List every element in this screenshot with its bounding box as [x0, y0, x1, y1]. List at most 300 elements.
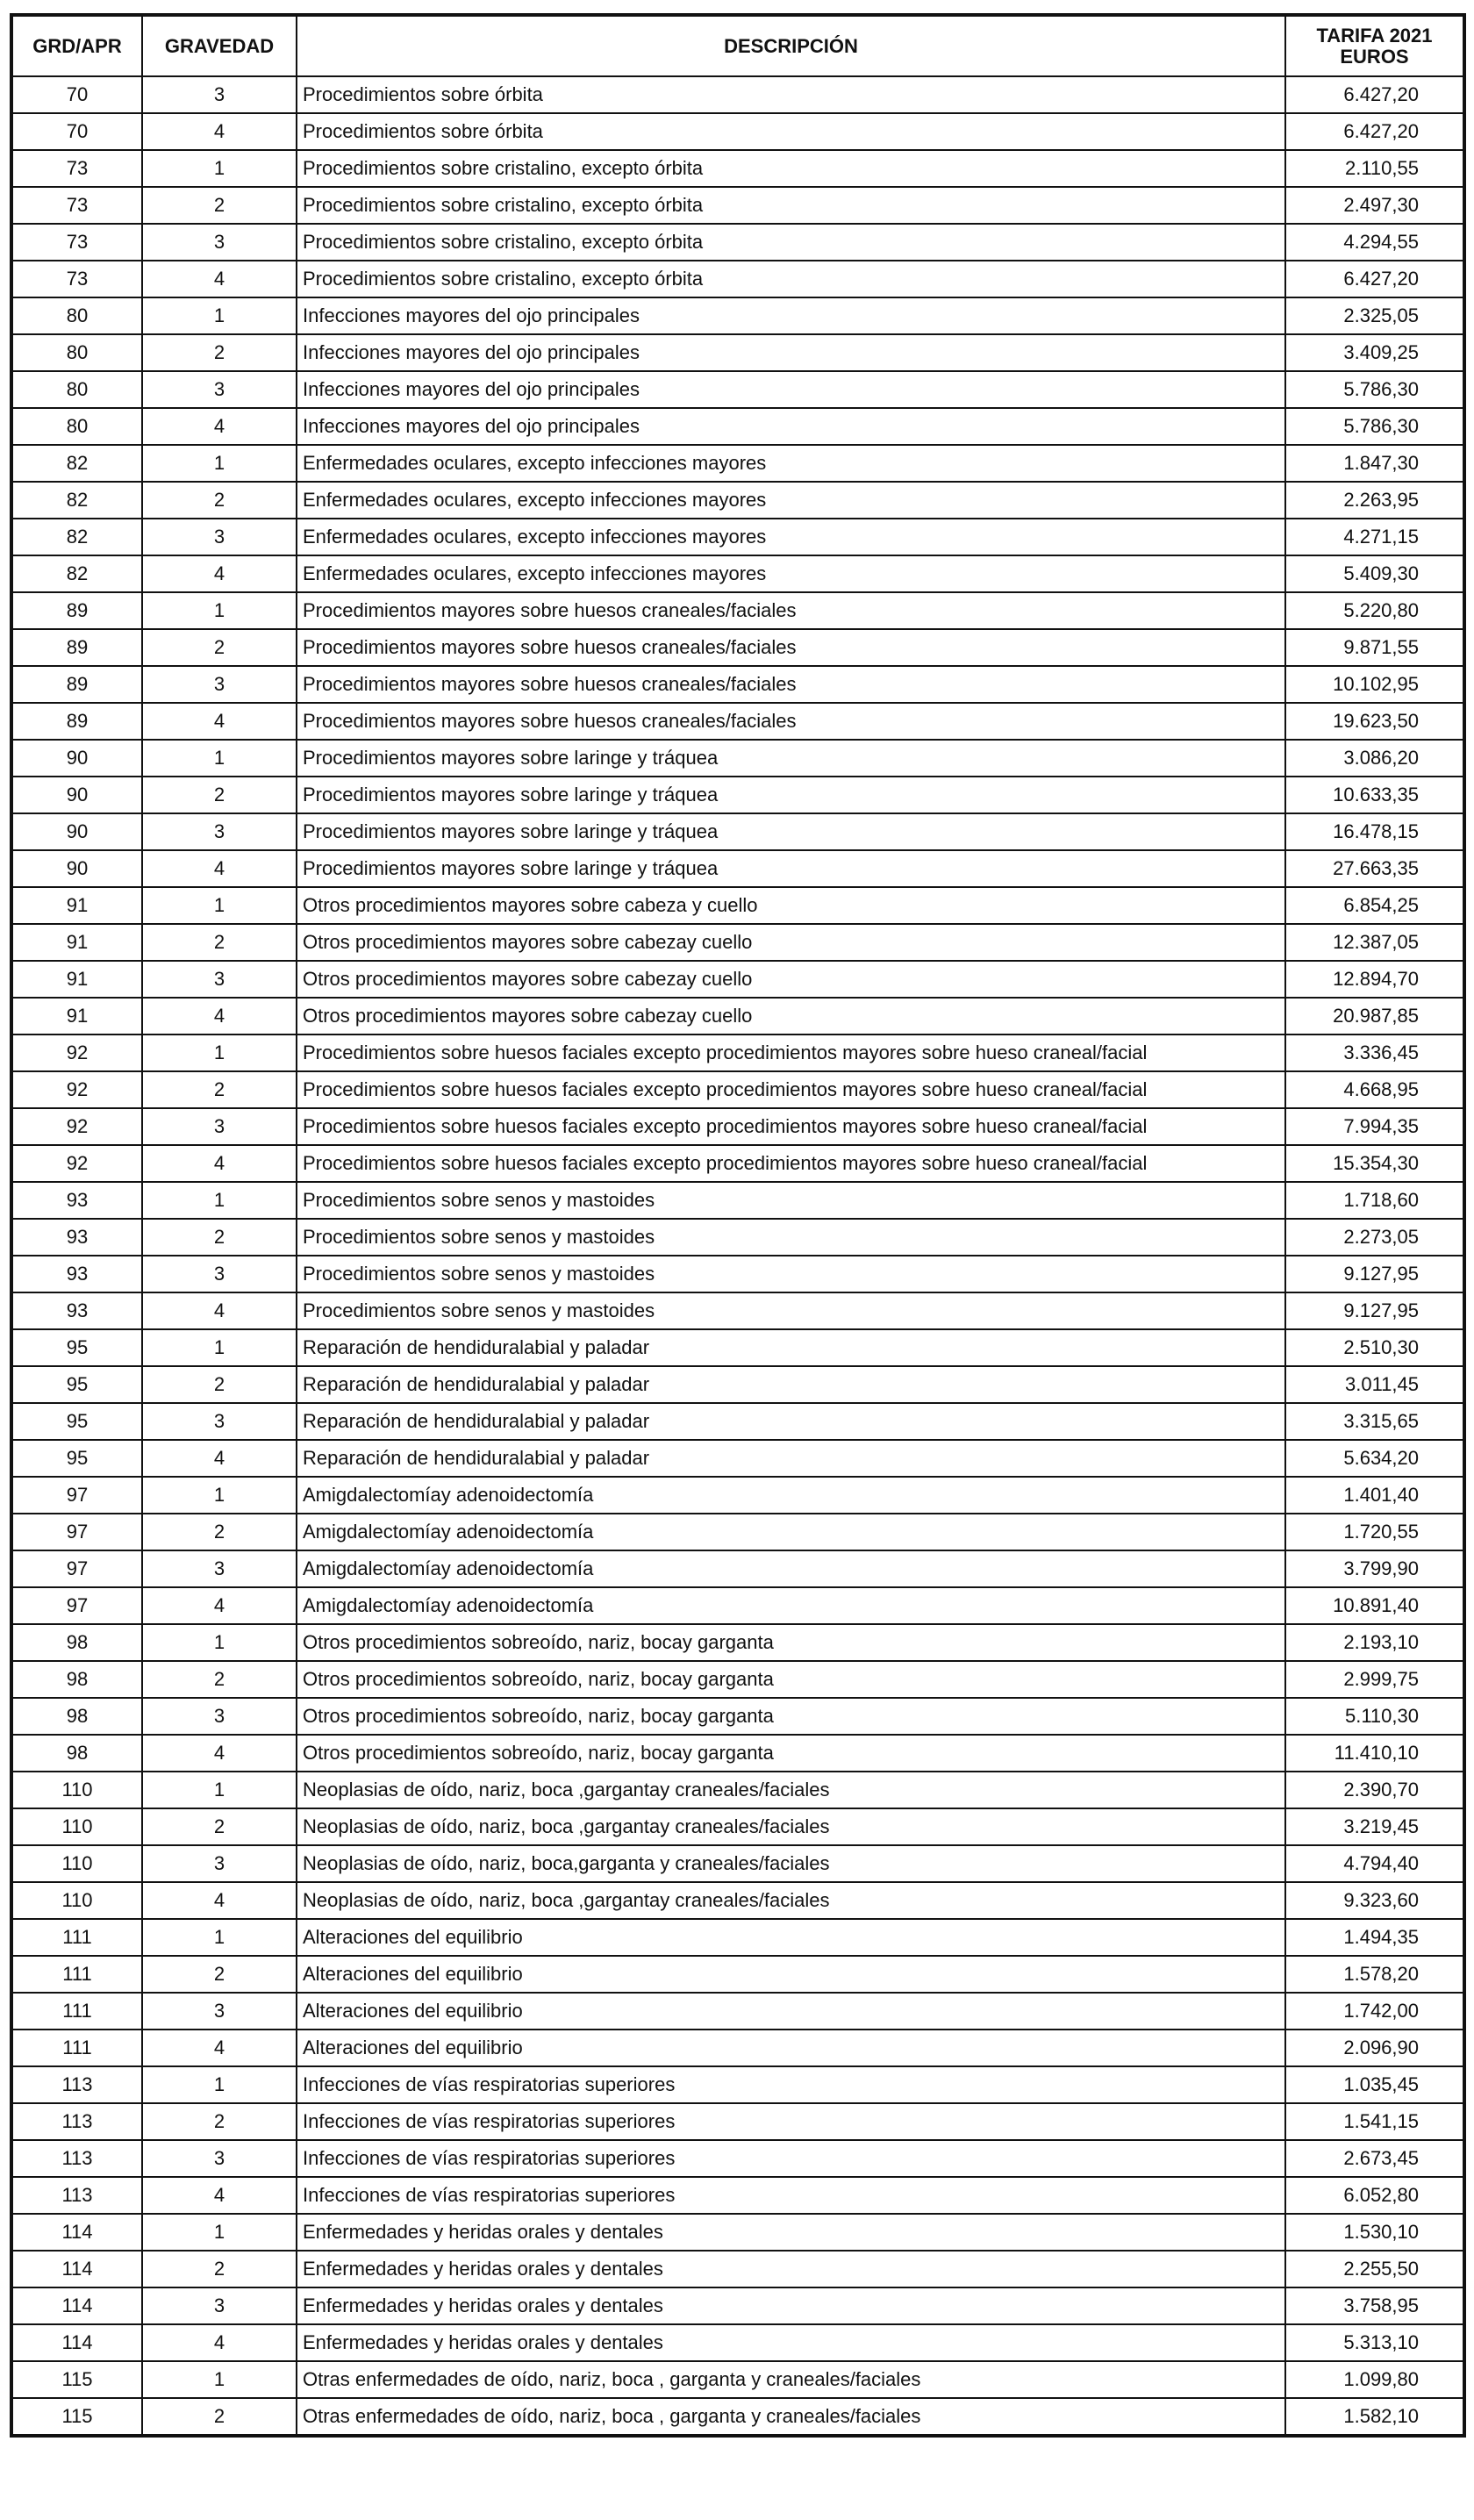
cell-descripcion: Otros procedimientos mayores sobre cabezay cuello [297, 924, 1285, 961]
table-row [11, 1182, 1464, 1219]
cell-grd: 113 [11, 2177, 142, 2214]
cell-tarifa: 12.387,05 [1285, 924, 1464, 961]
cell-descripcion: Otros procedimientos sobreoído, nariz, bocay garganta [297, 1624, 1285, 1661]
table-row [11, 1845, 1464, 1882]
cell-descripcion: Procedimientos sobre cristalino, excepto órbita [297, 187, 1285, 224]
cell-tarifa: 6.427,20 [1285, 261, 1464, 297]
cell-grd: 92 [11, 1071, 142, 1108]
cell-gravedad: 4 [142, 2030, 297, 2066]
table-row [11, 1735, 1464, 1772]
cell-gravedad: 3 [142, 2287, 297, 2324]
cell-gravedad: 1 [142, 1034, 297, 1071]
cell-tarifa: 2.325,05 [1285, 297, 1464, 334]
cell-grd: 91 [11, 924, 142, 961]
cell-tarifa: 7.994,35 [1285, 1108, 1464, 1145]
cell-gravedad: 1 [142, 1477, 297, 1514]
cell-tarifa: 9.871,55 [1285, 629, 1464, 666]
cell-gravedad: 4 [142, 850, 297, 887]
cell-grd: 80 [11, 334, 142, 371]
cell-descripcion: Amigdalectomíay adenoidectomía [297, 1550, 1285, 1587]
cell-grd: 73 [11, 261, 142, 297]
table-row [11, 1108, 1464, 1145]
cell-grd: 93 [11, 1292, 142, 1329]
cell-gravedad: 2 [142, 1366, 297, 1403]
cell-gravedad: 4 [142, 1882, 297, 1919]
table-row [11, 1256, 1464, 1292]
cell-grd: 97 [11, 1477, 142, 1514]
cell-tarifa: 4.271,15 [1285, 519, 1464, 555]
table-row [11, 666, 1464, 703]
table-row [11, 2251, 1464, 2287]
cell-descripcion: Procedimientos mayores sobre laringe y tráquea [297, 813, 1285, 850]
table-row [11, 297, 1464, 334]
table-row [11, 1219, 1464, 1256]
header-grd: GRD/APR [11, 15, 142, 76]
cell-descripcion: Enfermedades y heridas orales y dentales [297, 2324, 1285, 2361]
cell-descripcion: Infecciones mayores del ojo principales [297, 297, 1285, 334]
cell-grd: 115 [11, 2398, 142, 2436]
cell-tarifa: 3.409,25 [1285, 334, 1464, 371]
cell-gravedad: 1 [142, 592, 297, 629]
cell-grd: 91 [11, 998, 142, 1034]
cell-gravedad: 3 [142, 1698, 297, 1735]
header-tarifa [1285, 15, 1464, 76]
cell-grd: 111 [11, 1993, 142, 2030]
cell-grd: 95 [11, 1403, 142, 1440]
cell-descripcion: Procedimientos mayores sobre laringe y tráquea [297, 777, 1285, 813]
table-row [11, 2177, 1464, 2214]
cell-descripcion: Infecciones de vías respiratorias superiores [297, 2066, 1285, 2103]
table-row [11, 150, 1464, 187]
cell-tarifa: 5.110,30 [1285, 1698, 1464, 1735]
cell-gravedad: 4 [142, 408, 297, 445]
cell-gravedad: 4 [142, 555, 297, 592]
cell-gravedad: 2 [142, 482, 297, 519]
cell-tarifa: 1.035,45 [1285, 2066, 1464, 2103]
cell-descripcion: Procedimientos sobre senos y mastoides [297, 1219, 1285, 1256]
cell-grd: 93 [11, 1182, 142, 1219]
table-row [11, 1919, 1464, 1956]
cell-descripcion: Otras enfermedades de oído, nariz, boca , garganta y craneales/faciales [297, 2398, 1285, 2436]
cell-descripcion: Enfermedades y heridas orales y dentales [297, 2251, 1285, 2287]
cell-gravedad: 1 [142, 150, 297, 187]
cell-descripcion: Procedimientos mayores sobre huesos craneales/faciales [297, 592, 1285, 629]
cell-descripcion: Otros procedimientos sobreoído, nariz, bocay garganta [297, 1698, 1285, 1735]
cell-descripcion: Procedimientos sobre huesos faciales excepto procedimientos mayores sobre hueso craneal/facial [297, 1034, 1285, 1071]
table-row [11, 740, 1464, 777]
cell-descripcion: Alteraciones del equilibrio [297, 2030, 1285, 2066]
cell-gravedad: 2 [142, 2251, 297, 2287]
cell-descripcion: Procedimientos sobre órbita [297, 76, 1285, 113]
cell-grd: 90 [11, 850, 142, 887]
cell-descripcion: Amigdalectomíay adenoidectomía [297, 1514, 1285, 1550]
table-row [11, 2324, 1464, 2361]
table-row [11, 813, 1464, 850]
cell-tarifa: 5.313,10 [1285, 2324, 1464, 2361]
table-row [11, 2140, 1464, 2177]
cell-descripcion: Neoplasias de oído, nariz, boca ,gargantay craneales/faciales [297, 1882, 1285, 1919]
cell-grd: 115 [11, 2361, 142, 2398]
cell-gravedad: 1 [142, 297, 297, 334]
cell-gravedad: 4 [142, 261, 297, 297]
cell-gravedad: 3 [142, 666, 297, 703]
cell-grd: 73 [11, 224, 142, 261]
cell-tarifa: 2.273,05 [1285, 1219, 1464, 1256]
cell-grd: 111 [11, 1919, 142, 1956]
cell-tarifa: 1.494,35 [1285, 1919, 1464, 1956]
cell-gravedad: 2 [142, 1514, 297, 1550]
cell-gravedad: 1 [142, 1329, 297, 1366]
cell-grd: 82 [11, 482, 142, 519]
cell-descripcion: Procedimientos sobre órbita [297, 113, 1285, 150]
cell-grd: 114 [11, 2287, 142, 2324]
cell-grd: 91 [11, 887, 142, 924]
table-row [11, 2103, 1464, 2140]
cell-grd: 93 [11, 1219, 142, 1256]
cell-gravedad: 2 [142, 2103, 297, 2140]
cell-tarifa: 3.758,95 [1285, 2287, 1464, 2324]
cell-grd: 80 [11, 297, 142, 334]
cell-grd: 114 [11, 2251, 142, 2287]
cell-grd: 110 [11, 1808, 142, 1845]
cell-grd: 114 [11, 2324, 142, 2361]
cell-tarifa: 2.497,30 [1285, 187, 1464, 224]
table-row [11, 1034, 1464, 1071]
cell-tarifa: 6.427,20 [1285, 76, 1464, 113]
cell-descripcion: Reparación de hendiduralabial y paladar [297, 1329, 1285, 1366]
cell-tarifa: 3.336,45 [1285, 1034, 1464, 1071]
cell-grd: 113 [11, 2066, 142, 2103]
cell-descripcion: Otras enfermedades de oído, nariz, boca , garganta y craneales/faciales [297, 2361, 1285, 2398]
cell-tarifa: 2.096,90 [1285, 2030, 1464, 2066]
cell-tarifa: 1.847,30 [1285, 445, 1464, 482]
cell-tarifa: 3.315,65 [1285, 1403, 1464, 1440]
cell-tarifa: 2.255,50 [1285, 2251, 1464, 2287]
cell-gravedad: 3 [142, 1108, 297, 1145]
cell-grd: 89 [11, 629, 142, 666]
cell-tarifa: 1.401,40 [1285, 1477, 1464, 1514]
cell-descripcion: Procedimientos mayores sobre huesos craneales/faciales [297, 629, 1285, 666]
cell-descripcion: Procedimientos sobre senos y mastoides [297, 1292, 1285, 1329]
cell-descripcion: Infecciones de vías respiratorias superiores [297, 2103, 1285, 2140]
cell-gravedad: 2 [142, 1071, 297, 1108]
cell-tarifa: 20.987,85 [1285, 998, 1464, 1034]
cell-gravedad: 1 [142, 740, 297, 777]
cell-tarifa: 5.634,20 [1285, 1440, 1464, 1477]
cell-descripcion: Procedimientos sobre senos y mastoides [297, 1182, 1285, 1219]
header-gravedad: GRAVEDAD [142, 15, 297, 76]
cell-tarifa: 2.193,10 [1285, 1624, 1464, 1661]
table-row [11, 961, 1464, 998]
table-row [11, 113, 1464, 150]
cell-descripcion: Procedimientos sobre cristalino, excepto órbita [297, 224, 1285, 261]
cell-tarifa: 12.894,70 [1285, 961, 1464, 998]
cell-tarifa: 15.354,30 [1285, 1145, 1464, 1182]
cell-tarifa: 1.099,80 [1285, 2361, 1464, 2398]
header-tarifa-line2: EUROS [1340, 45, 1409, 68]
cell-descripcion: Procedimientos mayores sobre laringe y tráquea [297, 740, 1285, 777]
table-row [11, 777, 1464, 813]
cell-descripcion: Otros procedimientos sobreoído, nariz, bocay garganta [297, 1735, 1285, 1772]
header-descripcion: DESCRIPCIÓN [297, 15, 1285, 76]
cell-grd: 92 [11, 1108, 142, 1145]
cell-tarifa: 5.409,30 [1285, 555, 1464, 592]
cell-descripcion: Otros procedimientos mayores sobre cabezay cuello [297, 998, 1285, 1034]
cell-gravedad: 4 [142, 1145, 297, 1182]
table-row [11, 224, 1464, 261]
cell-gravedad: 4 [142, 1587, 297, 1624]
table-row [11, 555, 1464, 592]
cell-descripcion: Alteraciones del equilibrio [297, 1956, 1285, 1993]
table-row [11, 482, 1464, 519]
cell-descripcion: Amigdalectomíay adenoidectomía [297, 1477, 1285, 1514]
cell-gravedad: 2 [142, 1219, 297, 1256]
cell-tarifa: 16.478,15 [1285, 813, 1464, 850]
cell-grd: 95 [11, 1329, 142, 1366]
cell-gravedad: 3 [142, 1550, 297, 1587]
cell-gravedad: 2 [142, 2398, 297, 2436]
table-row [11, 1993, 1464, 2030]
cell-gravedad: 3 [142, 371, 297, 408]
cell-grd: 82 [11, 445, 142, 482]
table-row [11, 1550, 1464, 1587]
cell-tarifa: 2.263,95 [1285, 482, 1464, 519]
cell-gravedad: 3 [142, 1845, 297, 1882]
cell-descripcion: Reparación de hendiduralabial y paladar [297, 1440, 1285, 1477]
cell-tarifa: 27.663,35 [1285, 850, 1464, 887]
cell-grd: 113 [11, 2140, 142, 2177]
table-row [11, 1661, 1464, 1698]
cell-gravedad: 2 [142, 924, 297, 961]
cell-gravedad: 4 [142, 998, 297, 1034]
cell-grd: 98 [11, 1624, 142, 1661]
cell-descripcion: Procedimientos sobre cristalino, excepto órbita [297, 150, 1285, 187]
cell-grd: 92 [11, 1034, 142, 1071]
cell-descripcion: Infecciones mayores del ojo principales [297, 371, 1285, 408]
table-row [11, 1440, 1464, 1477]
cell-gravedad: 1 [142, 1624, 297, 1661]
table-row [11, 1808, 1464, 1845]
cell-grd: 80 [11, 371, 142, 408]
cell-tarifa: 1.530,10 [1285, 2214, 1464, 2251]
table-row [11, 1366, 1464, 1403]
cell-descripcion: Procedimientos mayores sobre huesos craneales/faciales [297, 703, 1285, 740]
cell-grd: 97 [11, 1514, 142, 1550]
cell-gravedad: 1 [142, 1919, 297, 1956]
table-row [11, 371, 1464, 408]
table-row [11, 2066, 1464, 2103]
cell-gravedad: 2 [142, 777, 297, 813]
cell-descripcion: Enfermedades y heridas orales y dentales [297, 2287, 1285, 2324]
cell-grd: 98 [11, 1661, 142, 1698]
cell-grd: 73 [11, 187, 142, 224]
table-row [11, 850, 1464, 887]
cell-gravedad: 4 [142, 1440, 297, 1477]
cell-tarifa: 1.578,20 [1285, 1956, 1464, 1993]
cell-descripcion: Reparación de hendiduralabial y paladar [297, 1403, 1285, 1440]
cell-tarifa: 9.323,60 [1285, 1882, 1464, 1919]
cell-descripcion: Infecciones de vías respiratorias superiores [297, 2177, 1285, 2214]
cell-tarifa: 6.854,25 [1285, 887, 1464, 924]
table-row [11, 2030, 1464, 2066]
table-row [11, 334, 1464, 371]
cell-grd: 110 [11, 1772, 142, 1808]
cell-tarifa: 2.673,45 [1285, 2140, 1464, 2177]
cell-grd: 80 [11, 408, 142, 445]
cell-tarifa: 19.623,50 [1285, 703, 1464, 740]
cell-tarifa: 11.410,10 [1285, 1735, 1464, 1772]
cell-grd: 90 [11, 740, 142, 777]
cell-descripcion: Otros procedimientos mayores sobre cabeza y cuello [297, 887, 1285, 924]
cell-tarifa: 1.541,15 [1285, 2103, 1464, 2140]
tariff-table [10, 13, 1466, 2438]
cell-tarifa: 9.127,95 [1285, 1256, 1464, 1292]
table-row [11, 1477, 1464, 1514]
cell-tarifa: 2.110,55 [1285, 150, 1464, 187]
cell-grd: 114 [11, 2214, 142, 2251]
cell-gravedad: 3 [142, 224, 297, 261]
cell-gravedad: 3 [142, 961, 297, 998]
cell-tarifa: 4.668,95 [1285, 1071, 1464, 1108]
table-row [11, 2398, 1464, 2436]
cell-descripcion: Procedimientos mayores sobre huesos craneales/faciales [297, 666, 1285, 703]
cell-gravedad: 2 [142, 1956, 297, 1993]
cell-descripcion: Infecciones de vías respiratorias superiores [297, 2140, 1285, 2177]
table-row [11, 1292, 1464, 1329]
table-row [11, 1956, 1464, 1993]
cell-descripcion: Alteraciones del equilibrio [297, 1993, 1285, 2030]
cell-grd: 82 [11, 555, 142, 592]
cell-gravedad: 4 [142, 1292, 297, 1329]
header-row [11, 15, 1464, 76]
cell-descripcion: Procedimientos sobre huesos faciales excepto procedimientos mayores sobre hueso craneal/facial [297, 1145, 1285, 1182]
table-row [11, 629, 1464, 666]
cell-descripcion: Amigdalectomíay adenoidectomía [297, 1587, 1285, 1624]
table-row [11, 592, 1464, 629]
cell-gravedad: 1 [142, 1772, 297, 1808]
cell-tarifa: 4.294,55 [1285, 224, 1464, 261]
cell-gravedad: 3 [142, 813, 297, 850]
cell-grd: 113 [11, 2103, 142, 2140]
cell-gravedad: 2 [142, 1808, 297, 1845]
table-row [11, 2214, 1464, 2251]
cell-gravedad: 2 [142, 334, 297, 371]
cell-grd: 91 [11, 961, 142, 998]
cell-gravedad: 3 [142, 2140, 297, 2177]
cell-grd: 95 [11, 1440, 142, 1477]
cell-descripcion: Enfermedades y heridas orales y dentales [297, 2214, 1285, 2251]
cell-descripcion: Procedimientos sobre senos y mastoides [297, 1256, 1285, 1292]
cell-tarifa: 10.891,40 [1285, 1587, 1464, 1624]
cell-tarifa: 3.011,45 [1285, 1366, 1464, 1403]
cell-grd: 97 [11, 1550, 142, 1587]
cell-grd: 70 [11, 76, 142, 113]
table-row [11, 519, 1464, 555]
cell-grd: 110 [11, 1882, 142, 1919]
cell-gravedad: 3 [142, 1993, 297, 2030]
cell-tarifa: 10.633,35 [1285, 777, 1464, 813]
cell-descripcion: Infecciones mayores del ojo principales [297, 408, 1285, 445]
cell-grd: 97 [11, 1587, 142, 1624]
cell-gravedad: 1 [142, 2066, 297, 2103]
cell-descripcion: Neoplasias de oído, nariz, boca ,gargantay craneales/faciales [297, 1808, 1285, 1845]
table-row [11, 998, 1464, 1034]
cell-grd: 89 [11, 592, 142, 629]
table-row [11, 1624, 1464, 1661]
cell-grd: 93 [11, 1256, 142, 1292]
cell-grd: 70 [11, 113, 142, 150]
cell-gravedad: 2 [142, 187, 297, 224]
cell-grd: 98 [11, 1698, 142, 1735]
cell-descripcion: Neoplasias de oído, nariz, boca ,gargantay craneales/faciales [297, 1772, 1285, 1808]
table-row [11, 887, 1464, 924]
table-row [11, 408, 1464, 445]
cell-descripcion: Procedimientos sobre huesos faciales excepto procedimientos mayores sobre hueso craneal/facial [297, 1071, 1285, 1108]
cell-tarifa: 1.720,55 [1285, 1514, 1464, 1550]
table-row [11, 1587, 1464, 1624]
cell-tarifa: 2.510,30 [1285, 1329, 1464, 1366]
cell-gravedad: 3 [142, 519, 297, 555]
cell-descripcion: Enfermedades oculares, excepto infecciones mayores [297, 445, 1285, 482]
cell-descripcion: Procedimientos mayores sobre laringe y tráquea [297, 850, 1285, 887]
cell-gravedad: 4 [142, 2177, 297, 2214]
cell-tarifa: 10.102,95 [1285, 666, 1464, 703]
cell-descripcion: Procedimientos sobre huesos faciales excepto procedimientos mayores sobre hueso craneal/facial [297, 1108, 1285, 1145]
table-row [11, 1514, 1464, 1550]
cell-descripcion: Enfermedades oculares, excepto infecciones mayores [297, 519, 1285, 555]
cell-gravedad: 1 [142, 2214, 297, 2251]
table-row [11, 703, 1464, 740]
cell-grd: 90 [11, 813, 142, 850]
table-row [11, 445, 1464, 482]
header-tarifa-line1: TARIFA 2021 [1316, 24, 1433, 47]
table-row [11, 76, 1464, 113]
table-row [11, 261, 1464, 297]
cell-descripcion: Procedimientos sobre cristalino, excepto órbita [297, 261, 1285, 297]
cell-tarifa: 1.718,60 [1285, 1182, 1464, 1219]
cell-descripcion: Alteraciones del equilibrio [297, 1919, 1285, 1956]
cell-tarifa: 2.999,75 [1285, 1661, 1464, 1698]
cell-tarifa: 3.799,90 [1285, 1550, 1464, 1587]
cell-grd: 92 [11, 1145, 142, 1182]
cell-tarifa: 6.052,80 [1285, 2177, 1464, 2214]
table-row [11, 2287, 1464, 2324]
cell-grd: 82 [11, 519, 142, 555]
cell-grd: 89 [11, 703, 142, 740]
cell-descripcion: Otros procedimientos sobreoído, nariz, bocay garganta [297, 1661, 1285, 1698]
table-row [11, 1329, 1464, 1366]
table-row [11, 1772, 1464, 1808]
cell-grd: 111 [11, 2030, 142, 2066]
cell-gravedad: 4 [142, 2324, 297, 2361]
cell-grd: 89 [11, 666, 142, 703]
cell-gravedad: 3 [142, 1256, 297, 1292]
cell-gravedad: 2 [142, 629, 297, 666]
cell-grd: 73 [11, 150, 142, 187]
table-row [11, 2361, 1464, 2398]
cell-gravedad: 3 [142, 1403, 297, 1440]
cell-descripcion: Neoplasias de oído, nariz, boca,garganta y craneales/faciales [297, 1845, 1285, 1882]
cell-descripcion: Enfermedades oculares, excepto infecciones mayores [297, 482, 1285, 519]
cell-tarifa: 1.582,10 [1285, 2398, 1464, 2436]
table-row [11, 187, 1464, 224]
cell-gravedad: 1 [142, 1182, 297, 1219]
cell-tarifa: 3.219,45 [1285, 1808, 1464, 1845]
cell-tarifa: 5.786,30 [1285, 371, 1464, 408]
cell-gravedad: 2 [142, 1661, 297, 1698]
cell-grd: 90 [11, 777, 142, 813]
cell-tarifa: 5.786,30 [1285, 408, 1464, 445]
